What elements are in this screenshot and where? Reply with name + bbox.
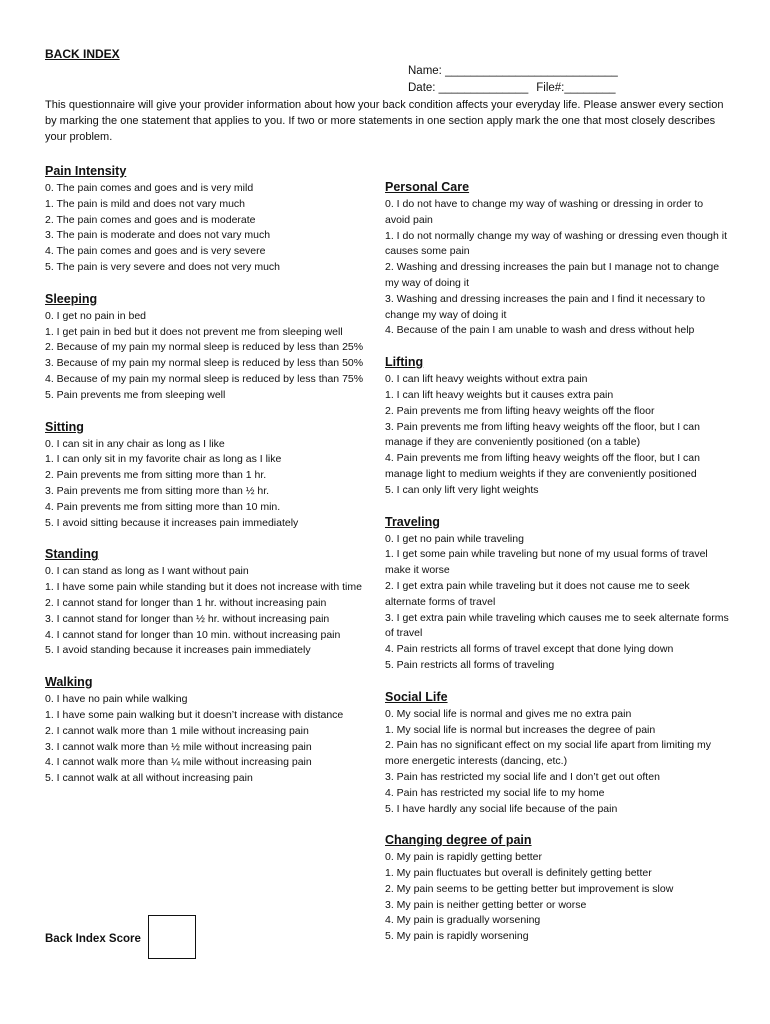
option-list <box>45 181 380 276</box>
section-gap <box>45 276 380 291</box>
section-pain-intensity <box>45 163 380 276</box>
option-statement[interactable]: 3. Pain prevents me from sitting more than ½ hr. <box>45 484 270 497</box>
section-heading: Standing <box>45 547 99 562</box>
section-gap <box>45 659 380 674</box>
option-list <box>45 692 380 787</box>
option-list <box>385 197 730 339</box>
option-list <box>385 372 730 498</box>
section-heading: Changing degree of pain <box>385 833 532 848</box>
option-statement[interactable]: 2. Pain prevents me from lifting heavy weights off the floor <box>385 404 655 417</box>
option-statement[interactable]: 1. I have some pain walking but it doesn’t increase with distance <box>45 708 344 721</box>
option-statement[interactable]: 0. I can stand as long as I want without pain <box>45 565 249 578</box>
option-statement[interactable]: 1. The pain is mild and does not vary much <box>45 197 245 210</box>
section-standing <box>45 546 380 659</box>
section-gap <box>385 499 730 514</box>
section-heading: Pain Intensity <box>45 164 127 178</box>
option-statement[interactable]: 1. I have some pain while standing but it does not increase with time <box>45 581 362 594</box>
section-heading: Personal Care <box>385 180 470 194</box>
option-statement[interactable]: 1. I can lift heavy weights but it causes extra pain <box>385 388 614 401</box>
section-gap <box>45 531 380 546</box>
option-statement[interactable]: 4. Pain prevents me from lifting heavy weights off the floor, but I can manage light to medium weights if they are conveniently positioned <box>385 452 700 480</box>
left-column <box>45 163 380 787</box>
option-statement[interactable]: 0. I can lift heavy weights without extra pain <box>385 373 588 386</box>
document-title: BACK INDEX <box>45 47 120 61</box>
option-list <box>385 532 730 674</box>
option-statement[interactable]: 5. Pain restricts all forms of traveling <box>385 658 555 671</box>
right-column <box>385 179 730 945</box>
option-statement[interactable]: 0. My social life is normal and gives me no extra pain <box>385 707 632 720</box>
option-statement[interactable]: 5. I can only lift very light weights <box>385 483 539 496</box>
name-field[interactable]: Name: ___________________________ <box>408 65 618 77</box>
section-traveling <box>385 514 730 674</box>
section-changing-degree-of-pain <box>385 832 730 945</box>
option-statement[interactable]: 2. The pain comes and goes and is moderate <box>45 213 256 226</box>
file-number-field[interactable]: File#:________ <box>536 82 616 94</box>
option-statement[interactable]: 0. The pain comes and goes and is very mild <box>45 182 254 194</box>
option-statement[interactable]: 3. I cannot stand for longer than ½ hr. without increasing pain <box>45 612 330 625</box>
section-sitting <box>45 419 380 532</box>
option-statement[interactable]: 2. Washing and dressing increases the pain but I manage not to change my way of doing it <box>385 261 720 289</box>
option-statement[interactable]: 0. I get no pain while traveling <box>385 532 524 545</box>
section-heading: Lifting <box>385 355 424 370</box>
option-statement[interactable]: 3. I get extra pain while traveling which causes me to seek alternate forms of travel <box>385 611 729 640</box>
score-label: Back Index Score <box>45 933 141 945</box>
option-statement[interactable]: 1. My social life is normal but increases the degree of pain <box>385 723 656 736</box>
option-statement[interactable]: 3. Pain prevents me from lifting heavy weights off the floor, but I can manage if they are conveniently positioned (on a table) <box>385 420 700 449</box>
section-sleeping <box>45 291 380 404</box>
section-heading: Social Life <box>385 689 448 704</box>
option-statement[interactable]: 4. My pain is gradually worsening <box>385 914 541 927</box>
option-list <box>45 564 380 659</box>
option-list <box>45 309 380 404</box>
section-heading: Sitting <box>45 419 84 434</box>
option-statement[interactable]: 2. Because of my pain my normal sleep is reduced by less than 25% <box>45 341 364 354</box>
date-row <box>408 81 616 97</box>
option-statement[interactable]: 3. I cannot walk more than ½ mile without increasing pain <box>45 740 312 753</box>
section-gap <box>385 339 730 354</box>
option-statement[interactable]: 5. My pain is rapidly worsening <box>385 930 529 943</box>
option-statement[interactable]: 5. I cannot walk at all without increasing pain <box>45 772 253 785</box>
date-field[interactable]: Date: ______________ <box>408 82 529 94</box>
option-list <box>385 850 730 945</box>
option-statement[interactable]: 3. Washing and dressing increases the pain and I find it necessary to change my way of doing it <box>385 292 706 321</box>
option-statement[interactable]: 2. I cannot walk more than 1 mile without increasing pain <box>45 724 309 737</box>
score-box[interactable] <box>148 915 196 959</box>
section-social-life <box>385 689 730 818</box>
option-statement[interactable]: 4. Pain prevents me from sitting more than 10 min. <box>45 500 281 513</box>
option-statement[interactable]: 4. I cannot walk more than ¼ mile without increasing pain <box>45 756 312 769</box>
option-statement[interactable]: 4. Because of the pain I am unable to wash and dress without help <box>385 324 695 337</box>
option-statement[interactable]: 4. Because of my pain my normal sleep is reduced by less than 75% <box>45 372 364 385</box>
option-statement[interactable]: 2. My pain seems to be getting better but improvement is slow <box>385 882 674 895</box>
option-statement[interactable]: 1. I can only sit in my favorite chair as long as I like <box>45 453 282 466</box>
section-gap <box>385 674 730 689</box>
option-list <box>385 707 730 818</box>
section-heading: Walking <box>45 675 93 690</box>
option-statement[interactable]: 3. Because of my pain my normal sleep is reduced by less than 50% <box>45 357 364 370</box>
section-heading: Traveling <box>385 514 440 529</box>
option-statement[interactable]: 5. I avoid sitting because it increases pain immediately <box>45 516 299 529</box>
option-statement[interactable]: 4. The pain comes and goes and is very severe <box>45 245 266 258</box>
section-gap <box>45 404 380 419</box>
option-statement[interactable]: 0. I have no pain while walking <box>45 693 188 706</box>
option-statement[interactable]: 2. I cannot stand for longer than 1 hr. without increasing pain <box>45 596 327 609</box>
option-statement[interactable]: 2. Pain prevents me from sitting more than 1 hr. <box>45 469 267 482</box>
option-statement[interactable]: 2. Pain has no significant effect on my social life apart from limiting my more energetic interests (dancing, etc.) <box>385 739 712 768</box>
option-statement[interactable]: 5. The pain is very severe and does not very much <box>45 260 281 273</box>
intro-paragraph: This questionnaire will give your provider information about how your back condition affects your everyday life. Please answer every section by marking the one statement that applies to you. If two or more statements in one section apply mark the one that most closely describes your problem. <box>45 99 724 143</box>
option-statement[interactable]: 4. I cannot stand for longer than 10 min. without increasing pain <box>45 628 341 641</box>
section-walking <box>45 674 380 787</box>
option-statement[interactable]: 5. I avoid standing because it increases pain immediately <box>45 644 311 657</box>
section-lifting <box>385 354 730 498</box>
option-statement[interactable]: 0. My pain is rapidly getting better <box>385 851 542 864</box>
option-list <box>45 437 380 532</box>
option-statement[interactable]: 5. Pain prevents me from sleeping well <box>45 388 226 401</box>
section-personal-care <box>385 179 730 339</box>
section-heading: Sleeping <box>45 291 98 306</box>
option-statement[interactable]: 3. The pain is moderate and does not vary much <box>45 229 271 242</box>
option-statement[interactable]: 5. I have hardly any social life because of the pain <box>385 802 618 815</box>
option-statement[interactable]: 0. I do not have to change my way of washing or dressing in order to avoid pain <box>385 198 704 226</box>
option-statement[interactable]: 1. I do not normally change my way of washing or dressing even though it causes some pain <box>385 229 728 258</box>
section-gap <box>385 817 730 832</box>
option-statement[interactable]: 0. I can sit in any chair as long as I like <box>45 437 225 450</box>
option-statement[interactable]: 0. I get no pain in bed <box>45 309 146 322</box>
option-statement[interactable]: 2. I get extra pain while traveling but it does not cause me to seek alternate forms of travel <box>385 579 690 608</box>
option-statement[interactable]: 3. Pain has restricted my social life and I don’t get out often <box>385 770 660 783</box>
option-statement[interactable]: 4. Pain has restricted my social life to my home <box>385 786 605 799</box>
option-statement[interactable]: 1. My pain fluctuates but overall is definitely getting better <box>385 867 652 880</box>
option-statement[interactable]: 3. My pain is neither getting better or worse <box>385 898 587 911</box>
option-statement[interactable]: 4. Pain restricts all forms of travel except that done lying down <box>385 643 674 656</box>
option-statement[interactable]: 1. I get pain in bed but it does not prevent me from sleeping well <box>45 325 343 338</box>
option-statement[interactable]: 1. I get some pain while traveling but none of my usual forms of travel make it worse <box>385 548 708 577</box>
